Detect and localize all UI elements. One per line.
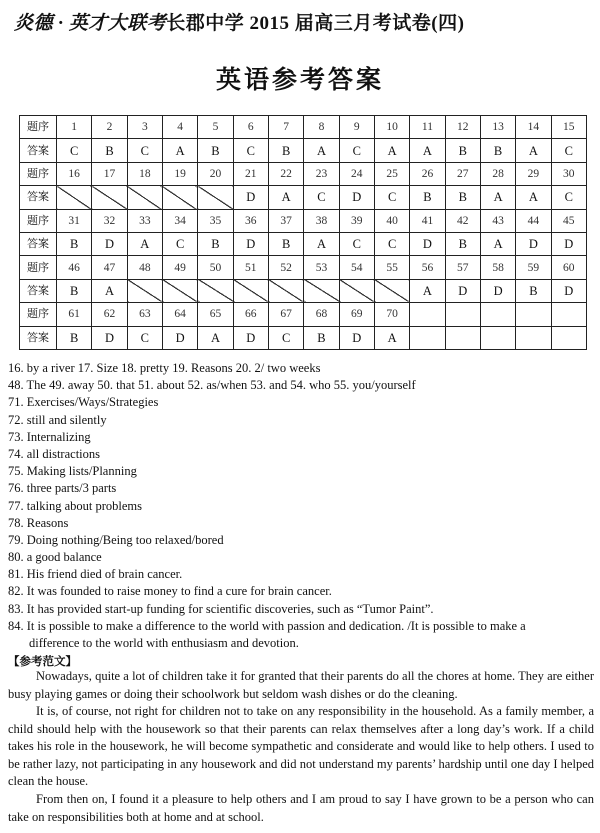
answer-cell: A [198, 326, 233, 349]
answer-line: 73. Internalizing [8, 429, 91, 444]
question-number-cell: 46 [57, 256, 92, 279]
question-number-cell: 10 [374, 116, 409, 139]
question-number-cell: 13 [480, 116, 515, 139]
answer-line: difference to the world with enthusiasm and devotion. [29, 636, 299, 650]
answer-cell [127, 279, 162, 302]
question-number-cell: 4 [162, 116, 197, 139]
question-number-cell: 18 [127, 162, 162, 185]
answer-cell: A [374, 326, 409, 349]
answer-cell: C [127, 139, 162, 162]
answer-cell: A [374, 139, 409, 162]
question-number-cell: 48 [127, 256, 162, 279]
answer-cell: C [551, 139, 586, 162]
answer-cell: C [374, 232, 409, 255]
question-number-cell: 12 [445, 116, 480, 139]
answer-cell: A [127, 232, 162, 255]
question-number-cell [445, 303, 480, 326]
answer-cell: B [268, 232, 303, 255]
question-number-cell: 5 [198, 116, 233, 139]
question-number-cell: 37 [268, 209, 303, 232]
answer-cell [57, 186, 92, 209]
question-number-cell: 70 [374, 303, 409, 326]
answer-cell: D [551, 279, 586, 302]
answer-cell: B [57, 326, 92, 349]
question-number-cell: 15 [551, 116, 586, 139]
answer-cell: B [92, 139, 127, 162]
answer-line: 72. still and silently [8, 412, 107, 427]
question-number-cell: 57 [445, 256, 480, 279]
answer-cell: C [374, 186, 409, 209]
question-number-cell: 50 [198, 256, 233, 279]
question-number-cell: 55 [374, 256, 409, 279]
answer-cell: D [516, 232, 551, 255]
answer-line: 81. His friend died of brain cancer. [8, 567, 183, 582]
answer-cell: A [162, 139, 197, 162]
answer-cell [551, 326, 586, 349]
answer-cell [304, 279, 339, 302]
answer-cell: C [339, 232, 374, 255]
answer-cell: D [339, 326, 374, 349]
question-number-cell: 7 [268, 116, 303, 139]
answer-cell: D [233, 186, 268, 209]
question-number-cell: 33 [127, 209, 162, 232]
answer-line: 71. Exercises/Ways/Strategies [8, 395, 159, 410]
answer-line: 76. three parts/3 parts [8, 481, 117, 496]
answer-cell [480, 326, 515, 349]
question-number-cell: 63 [127, 303, 162, 326]
question-number-cell: 32 [92, 209, 127, 232]
answer-cell: A [268, 186, 303, 209]
answer-line: 83. It has provided start-up funding for scientific discoveries, such as “Tumor Paint”. [8, 601, 434, 616]
answer-line: 74. all distractions [8, 446, 100, 461]
answer-cell: A [304, 139, 339, 162]
answer-cell: C [127, 326, 162, 349]
question-number-cell: 64 [162, 303, 197, 326]
question-number-cell: 66 [233, 303, 268, 326]
essay-paragraph: Nowadays, quite a lot of children take it for granted that their parents do all the chores at home. They are either busy playing games or doing their schoolwork but seldom wash dishes or do the cleaning. [8, 669, 594, 701]
question-number-cell: 69 [339, 303, 374, 326]
answer-cell [162, 186, 197, 209]
answer-cell: B [480, 139, 515, 162]
question-number-cell: 16 [57, 162, 92, 185]
question-number-cell: 9 [339, 116, 374, 139]
answer-cell [516, 326, 551, 349]
question-number-cell [516, 303, 551, 326]
answer-cell: D [162, 326, 197, 349]
question-number-cell: 35 [198, 209, 233, 232]
question-number-cell: 31 [57, 209, 92, 232]
exam-name: 长郡中学 2015 届高三月考试卷(四) [166, 13, 465, 34]
question-number-cell: 49 [162, 256, 197, 279]
answer-cell: D [551, 232, 586, 255]
answer-cell: C [339, 139, 374, 162]
short-answers [8, 360, 594, 652]
answer-cell: B [198, 232, 233, 255]
answer-cell: D [233, 232, 268, 255]
row-label: 答案 [20, 326, 57, 349]
question-number-cell: 22 [268, 162, 303, 185]
question-number-cell: 51 [233, 256, 268, 279]
question-number-cell: 43 [480, 209, 515, 232]
question-number-cell: 1 [57, 116, 92, 139]
answer-cell: A [410, 279, 445, 302]
question-number-cell [551, 303, 586, 326]
question-number-cell: 26 [410, 162, 445, 185]
answer-cell: B [268, 139, 303, 162]
question-number-cell: 44 [516, 209, 551, 232]
question-number-cell: 54 [339, 256, 374, 279]
essay-paragraph: From then on, I found it a pleasure to help others and I am proud to say I have grown to be a person who can take on responsibilities both at home and at school. [8, 792, 594, 824]
answer-cell [374, 279, 409, 302]
table-row-answers [20, 232, 587, 255]
answer-cell: C [162, 232, 197, 255]
row-label: 题序 [20, 303, 57, 326]
row-label: 答案 [20, 279, 57, 302]
question-number-cell: 40 [374, 209, 409, 232]
question-number-cell: 61 [57, 303, 92, 326]
answer-cell: D [445, 279, 480, 302]
answer-cell: C [57, 139, 92, 162]
answer-cell: B [516, 279, 551, 302]
answer-cell: B [410, 186, 445, 209]
answer-cell: A [480, 186, 515, 209]
answer-cell: C [268, 326, 303, 349]
answer-line: 84. It is possible to make a difference to the world with passion and dedication. /It is possible to make a [8, 618, 526, 633]
question-number-cell: 58 [480, 256, 515, 279]
answer-cell: D [92, 232, 127, 255]
question-number-cell: 14 [516, 116, 551, 139]
question-number-cell: 21 [233, 162, 268, 185]
table-row-numbers [20, 303, 587, 326]
answer-cell [233, 279, 268, 302]
question-number-cell: 67 [268, 303, 303, 326]
answer-line: 82. It was founded to raise money to find a cure for brain cancer. [8, 584, 332, 599]
answer-cell: D [339, 186, 374, 209]
answer-cell: B [304, 326, 339, 349]
question-number-cell: 52 [268, 256, 303, 279]
question-number-cell: 59 [516, 256, 551, 279]
question-number-cell: 36 [233, 209, 268, 232]
exam-header [14, 8, 594, 36]
answer-cell: B [445, 232, 480, 255]
question-number-cell: 28 [480, 162, 515, 185]
row-label: 题序 [20, 256, 57, 279]
answer-cell: A [92, 279, 127, 302]
essay-heading: 【参考范文】 [8, 654, 77, 668]
brand-name: 炎德 · 英才大联考 [14, 13, 167, 34]
answer-line: 75. Making lists/Planning [8, 464, 137, 479]
page-title: 英语参考答案 [215, 65, 384, 94]
question-number-cell [480, 303, 515, 326]
answer-cell: B [445, 139, 480, 162]
answer-cell: A [516, 139, 551, 162]
question-number-cell: 20 [198, 162, 233, 185]
question-number-cell: 23 [304, 162, 339, 185]
table-row-answers [20, 186, 587, 209]
answer-cell [127, 186, 162, 209]
question-number-cell: 39 [339, 209, 374, 232]
answer-cell [445, 326, 480, 349]
answer-cell [162, 279, 197, 302]
answer-cell: A [516, 186, 551, 209]
answer-cell: C [551, 186, 586, 209]
row-label: 题序 [20, 116, 57, 139]
answer-cell: A [410, 139, 445, 162]
question-number-cell: 6 [233, 116, 268, 139]
question-number-cell: 38 [304, 209, 339, 232]
answer-cell [268, 279, 303, 302]
answer-table [19, 115, 587, 350]
table-row-numbers [20, 162, 587, 185]
row-label: 答案 [20, 139, 57, 162]
row-label: 答案 [20, 232, 57, 255]
row-label: 答案 [20, 186, 57, 209]
question-number-cell: 30 [551, 162, 586, 185]
question-number-cell: 45 [551, 209, 586, 232]
question-number-cell: 68 [304, 303, 339, 326]
question-number-cell: 19 [162, 162, 197, 185]
answer-line: 48. The 49. away 50. that 51. about 52. as/when 53. and 54. who 55. you/yourself [8, 378, 416, 393]
answer-cell [198, 186, 233, 209]
answer-line: 80. a good balance [8, 550, 102, 565]
table-row-answers [20, 279, 587, 302]
question-number-cell: 62 [92, 303, 127, 326]
question-number-cell: 17 [92, 162, 127, 185]
answer-cell [198, 279, 233, 302]
answer-cell: B [57, 279, 92, 302]
question-number-cell: 11 [410, 116, 445, 139]
row-label: 题序 [20, 209, 57, 232]
answer-cell: C [304, 186, 339, 209]
answer-line: 78. Reasons [8, 515, 69, 530]
answer-line: 77. talking about problems [8, 498, 143, 513]
answer-cell: D [92, 326, 127, 349]
answer-cell: D [410, 232, 445, 255]
question-number-cell: 47 [92, 256, 127, 279]
essay-paragraph: It is, of course, not right for children not to take on any responsibility in the household. As a family member, a child should help with the housework so that their parents can relax themselves after a long day’s work. If a child takes his role in the housework, he will become sympathetic and considerate and would like to help others. I used to be rather lazy, not participating in any housework and did not understand my parents’ hardship until one day I helped clean the house. [8, 704, 594, 788]
question-number-cell: 2 [92, 116, 127, 139]
question-number-cell: 60 [551, 256, 586, 279]
question-number-cell: 27 [445, 162, 480, 185]
answer-cell [92, 186, 127, 209]
question-number-cell: 56 [410, 256, 445, 279]
question-number-cell: 24 [339, 162, 374, 185]
question-number-cell: 65 [198, 303, 233, 326]
question-number-cell: 41 [410, 209, 445, 232]
answer-cell [410, 326, 445, 349]
answer-cell: A [304, 232, 339, 255]
table-row-answers [20, 326, 587, 349]
question-number-cell: 3 [127, 116, 162, 139]
answer-cell: B [445, 186, 480, 209]
question-number-cell: 53 [304, 256, 339, 279]
question-number-cell: 42 [445, 209, 480, 232]
table-row-numbers [20, 209, 587, 232]
answer-cell [339, 279, 374, 302]
answer-cell: D [233, 326, 268, 349]
answer-cell: A [480, 232, 515, 255]
answer-cell: C [233, 139, 268, 162]
answer-cell: D [480, 279, 515, 302]
table-row-numbers [20, 116, 587, 139]
question-number-cell: 34 [162, 209, 197, 232]
question-number-cell: 25 [374, 162, 409, 185]
answer-line: 16. by a river 17. Size 18. pretty 19. Reasons 20. 2/ two weeks [8, 361, 321, 375]
answer-cell: B [57, 232, 92, 255]
answer-line: 79. Doing nothing/Being too relaxed/bored [8, 532, 224, 547]
question-number-cell: 8 [304, 116, 339, 139]
table-row-answers [20, 139, 587, 162]
question-number-cell: 29 [516, 162, 551, 185]
answer-cell: B [198, 139, 233, 162]
row-label: 题序 [20, 162, 57, 185]
question-number-cell [410, 303, 445, 326]
table-row-numbers [20, 256, 587, 279]
